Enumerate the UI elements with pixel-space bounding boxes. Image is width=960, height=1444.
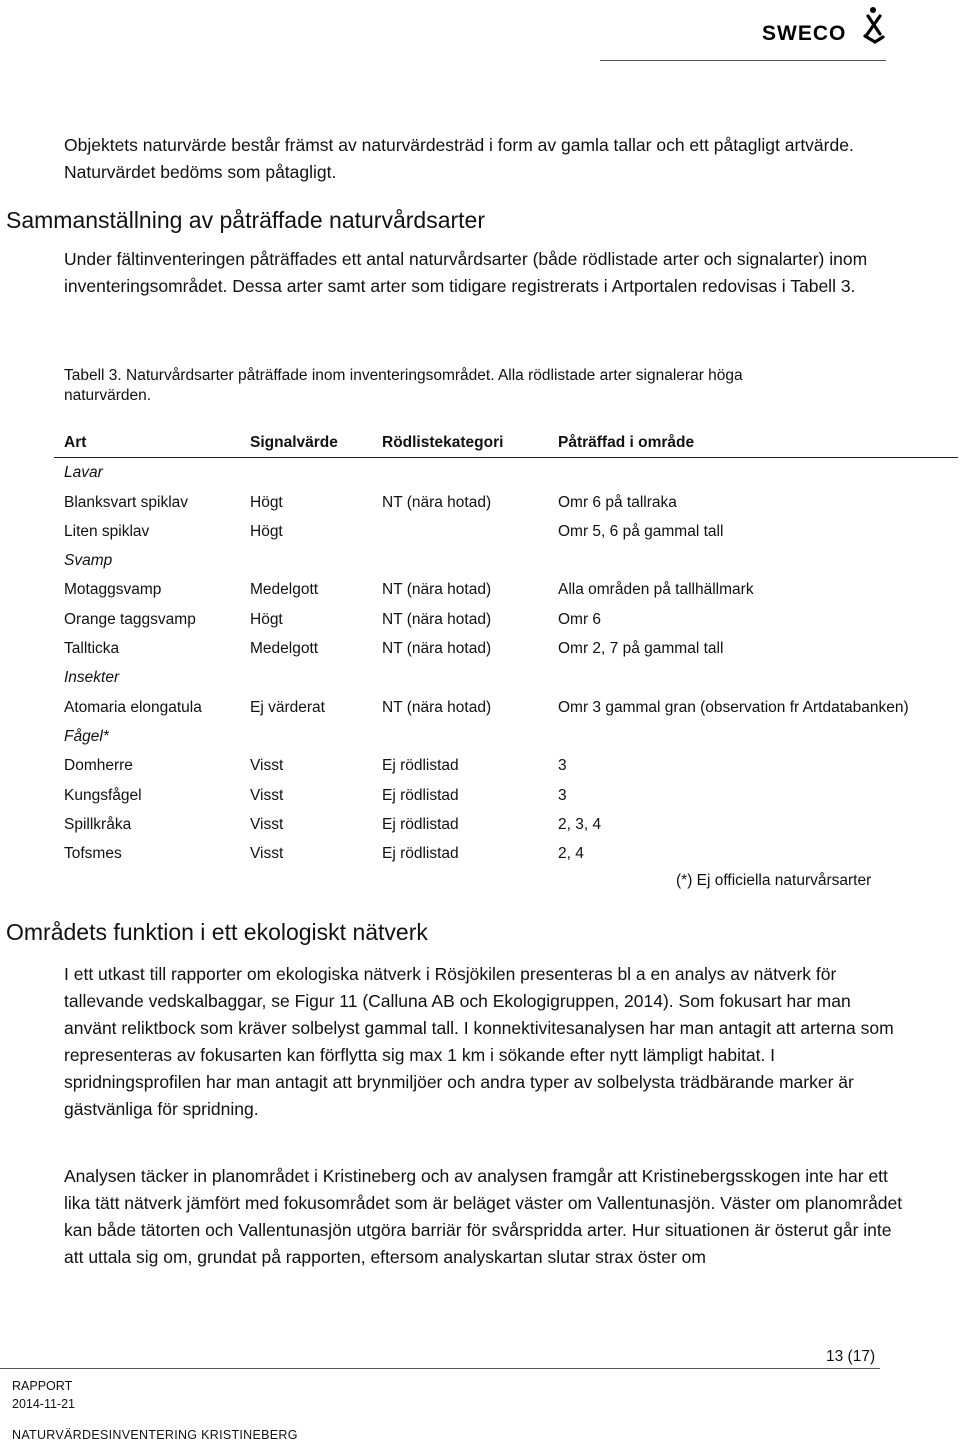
cell-red-list: NT (nära hotad) [382,493,492,511]
cell-area: 2, 4 [558,845,584,863]
category-label: Insekter [64,669,120,687]
category-label: Lavar [64,464,103,482]
cell-species: Tallticka [64,640,120,658]
cell-species: Motaggsvamp [64,581,162,599]
table-footnote: (*) Ej officiella naturvårsarter [676,872,872,889]
category-row [54,663,958,692]
column-header-red-list: Rödlistekategori [382,434,504,451]
table-row [54,634,958,663]
section-heading-summary: Sammanställning av påträffade naturvårdsarter [6,207,486,233]
cell-species: Orange taggsvamp [64,610,196,628]
cell-signal-value: Visst [250,757,284,775]
cell-signal-value: Högt [250,610,283,628]
category-label: Svamp [64,552,113,570]
category-row [54,546,958,575]
cell-signal-value: Medelgott [250,640,319,658]
sweco-logo-mark [762,6,886,46]
column-header-species: Art [64,434,87,451]
table-row [54,810,958,839]
category-row [54,722,958,751]
footer-report-label: RAPPORT [12,1379,73,1393]
table-row [54,488,958,517]
table-header-row [54,428,958,458]
cell-area: Omr 6 på tallraka [558,493,677,511]
cell-area: Omr 2, 7 på gammal tall [558,640,724,658]
function-paragraph-1: I ett utkast till rapporter om ekologiska nätverk i Rösjökilen presenteras bl a en analys av nätverk för tallevande vedskalbaggar, se Figur 11 (Calluna AB och Ekologigruppen, 2014). Som fokusart har man använt reliktbock som kräver solbelyst gammal tall. I konnektivitesanalysen har man antagit att arterna som representeras av fokusarten kan förflytta sig max 1 km i sökande efter nytt lämpligt habitat. I spridningsprofilen har man antagit att brynmiljöer och andra typer av solbelysta trädbärande marker är gästvänliga för spridning. [64,964,894,1119]
cell-red-list: NT (nära hotad) [382,610,492,628]
cell-red-list: Ej rödlistad [382,815,459,833]
cell-area: Omr 6 [558,610,602,628]
page-number: 13 (17) [826,1348,876,1365]
footer-date: 2014-11-21 [12,1397,76,1411]
cell-species: Atomaria elongatula [64,698,202,716]
cell-area: Alla områden på tallhällmark [558,581,754,599]
cell-red-list: Ej rödlistad [382,786,459,804]
category-label: Fågel* [64,727,109,745]
cell-signal-value: Högt [250,493,283,511]
species-table [54,428,958,868]
cell-signal-value: Visst [250,786,284,804]
cell-species: Liten spiklav [64,522,150,540]
function-paragraph-2: Analysen täcker in planområdet i Kristineberg och av analysen framgår att Kristinebergsskogen inte har ett lika tätt nätverk jämfört med fokusområdet som är beläget väster om Vallentunasjön. Väster om planområdet kan både tätorten och Vallentunasjön utgöra barriär för svårspridda arter. Hur situationen är österut går inte att uttala sig om, grundat på rapporten, eftersom analyskartan slutar strax öster om [64,1166,903,1267]
cell-species: Spillkråka [64,815,132,833]
cell-red-list: NT (nära hotad) [382,640,492,658]
column-header-area: Påträffad i område [558,434,695,451]
cell-signal-value: Högt [250,522,283,540]
cell-species: Tofsmes [64,845,122,863]
sweco-logo [762,6,886,51]
cell-signal-value: Medelgott [250,581,319,599]
table-row [54,575,958,604]
cell-area: Omr 3 gammal gran (observation fr Artdatabanken) [558,698,909,716]
cell-red-list: Ej rödlistad [382,757,459,775]
cell-red-list: NT (nära hotad) [382,698,492,716]
table-row [54,693,958,722]
cell-species: Domherre [64,757,133,775]
logo-text: SWECO [762,22,847,45]
footer-project-title: NATURVÄRDESINVENTERING KRISTINEBERG [12,1428,298,1442]
category-row [54,458,958,487]
table-row [54,751,958,780]
cell-area: 2, 3, 4 [558,815,602,833]
footer-rule [0,1368,880,1369]
table-row [54,517,958,546]
cell-area: 3 [558,786,567,804]
cell-signal-value: Visst [250,815,284,833]
header-rule [600,60,886,61]
table-row [54,839,958,868]
column-header-signal-value: Signalvärde [250,434,338,451]
cell-species: Kungsfågel [64,786,142,804]
cell-area: 3 [558,757,567,775]
table-caption: Tabell 3. Naturvårdsarter påträffade inom inventeringsområdet. Alla rödlistade arter signalerar höga naturvärden. [64,367,743,404]
intro-paragraph: Objektets naturvärde består främst av naturvärdesträd i form av gamla tallar och ett påtagligt artvärde. Naturvärdet bedöms som påtagligt. [64,135,854,182]
summary-paragraph: Under fältinventeringen påträffades ett antal naturvårdsarter (både rödlistade arter och signalarter) inom inventeringsområdet. Dessa arter samt arter som tidigare registrerats i Artportalen redovisas i Tabell 3. [64,249,868,296]
cell-species: Blanksvart spiklav [64,493,189,511]
cell-signal-value: Visst [250,845,284,863]
cell-red-list: Ej rödlistad [382,845,459,863]
section-heading-function: Områdets funktion i ett ekologiskt nätverk [6,919,428,945]
cell-area: Omr 5, 6 på gammal tall [558,522,724,540]
cell-red-list: NT (nära hotad) [382,581,492,599]
table-row [54,781,958,810]
table-row [54,605,958,634]
cell-signal-value: Ej värderat [250,698,325,716]
